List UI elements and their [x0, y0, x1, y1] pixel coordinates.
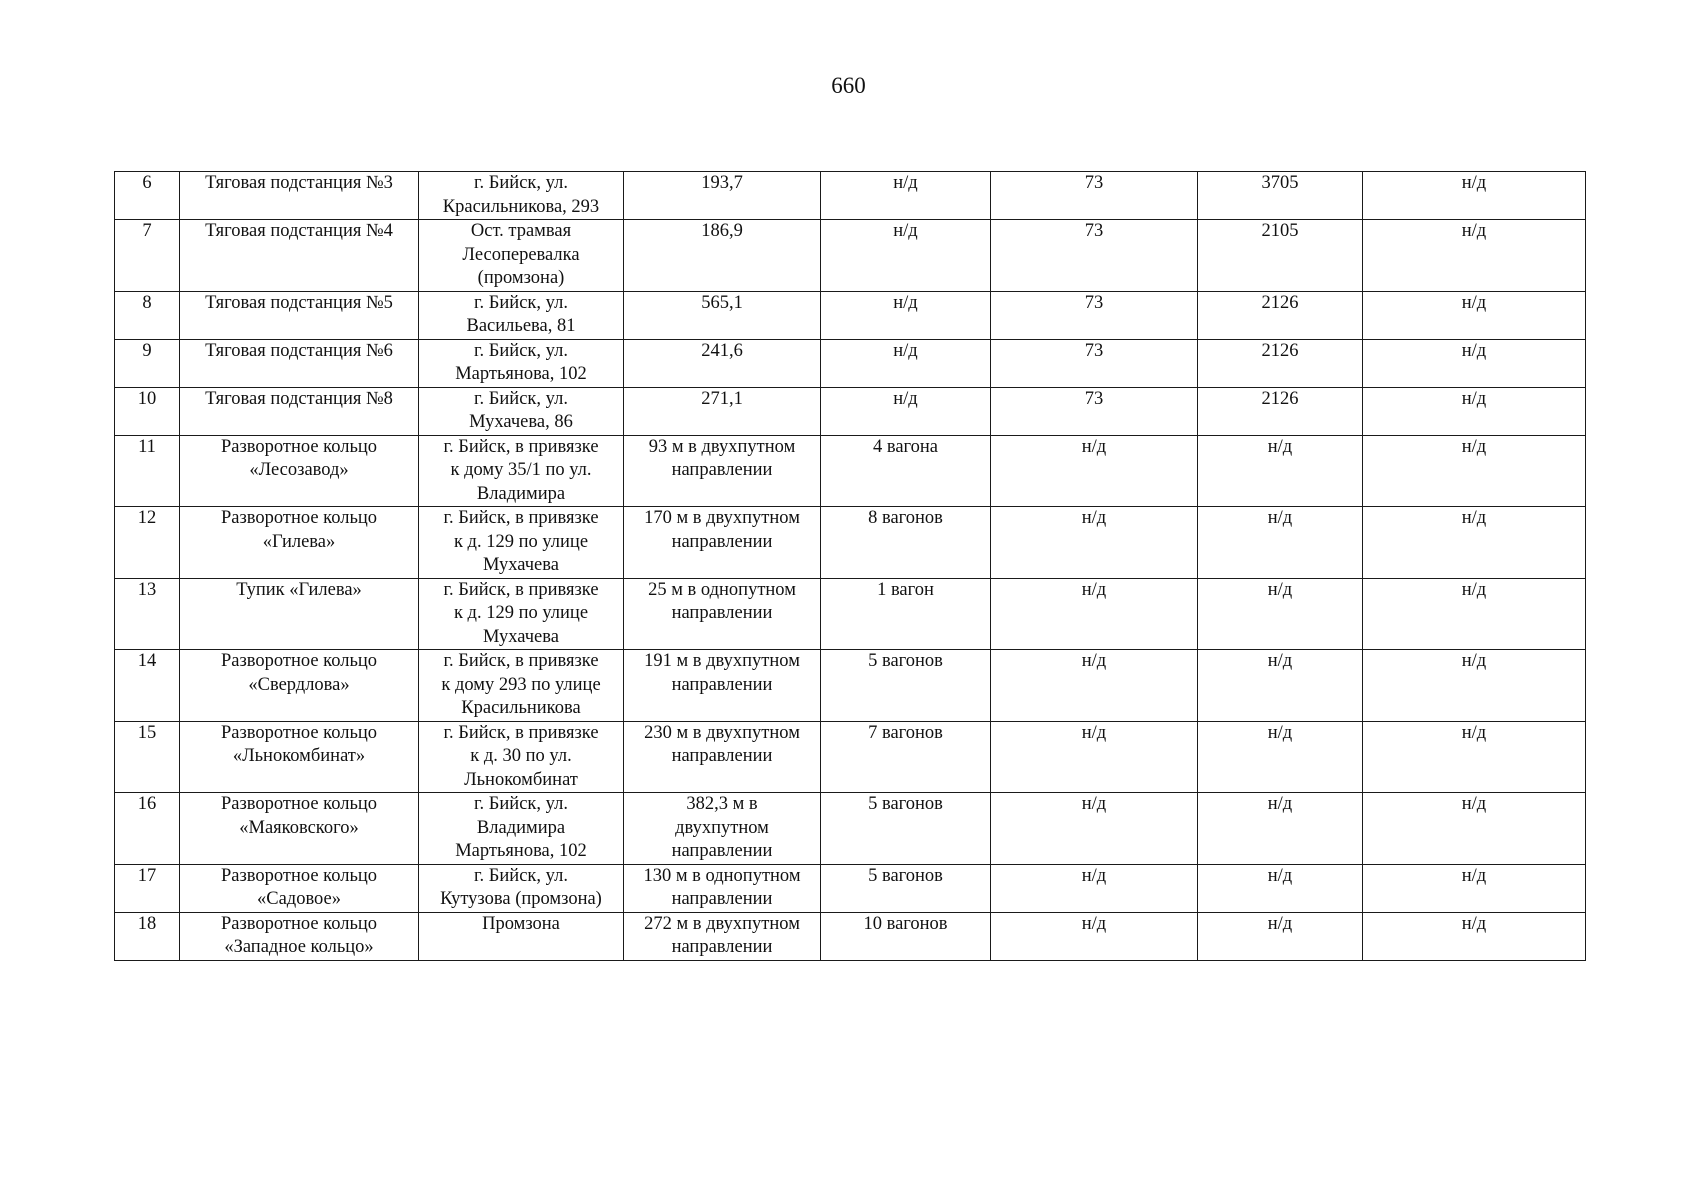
table-row: [115, 578, 1586, 650]
table-cell-row-number: 16: [115, 793, 180, 865]
table-cell-object-name: Тяговая подстанция №4: [180, 220, 419, 292]
table-cell-object-param-b: 2126: [1198, 339, 1363, 387]
table-cell-object-size: 93 м в двухпутном направлении: [624, 435, 821, 507]
table-cell-object-name: Разворотное кольцо «Садовое»: [180, 864, 419, 912]
table-cell-object-address: г. Бийск, ул. Мухачева, 86: [419, 387, 624, 435]
table-cell-object-name: Тяговая подстанция №8: [180, 387, 419, 435]
table-row: [115, 435, 1586, 507]
table-cell-object-capacity: н/д: [821, 220, 991, 292]
table-cell-object-address: г. Бийск, в привязке к д. 30 по ул. Льнокомбинат: [419, 721, 624, 793]
table-cell-object-address: г. Бийск, ул. Мартьянова, 102: [419, 339, 624, 387]
table-cell-object-size: 230 м в двухпутном направлении: [624, 721, 821, 793]
table-cell-object-param-c: н/д: [1363, 912, 1586, 960]
table-cell-object-capacity: 4 вагона: [821, 435, 991, 507]
table-cell-object-param-a: н/д: [991, 650, 1198, 722]
table-cell-object-name: Разворотное кольцо «Лесозавод»: [180, 435, 419, 507]
table-cell-object-address: г. Бийск, ул. Кутузова (промзона): [419, 864, 624, 912]
table-cell-object-capacity: н/д: [821, 387, 991, 435]
table-cell-object-size: 191 м в двухпутном направлении: [624, 650, 821, 722]
table-cell-object-size: 271,1: [624, 387, 821, 435]
table-cell-object-size: 186,9: [624, 220, 821, 292]
table-cell-object-param-b: н/д: [1198, 721, 1363, 793]
table-row: [115, 912, 1586, 960]
table-cell-object-param-c: н/д: [1363, 864, 1586, 912]
table-cell-object-param-a: 73: [991, 291, 1198, 339]
table-cell-object-address: г. Бийск, в привязке к дому 35/1 по ул. Владимира: [419, 435, 624, 507]
table-cell-object-capacity: 8 вагонов: [821, 507, 991, 579]
table-cell-row-number: 9: [115, 339, 180, 387]
table-cell-object-param-c: н/д: [1363, 435, 1586, 507]
table-cell-object-param-c: н/д: [1363, 721, 1586, 793]
table-cell-object-size: 193,7: [624, 172, 821, 220]
table-cell-row-number: 7: [115, 220, 180, 292]
table-cell-object-param-c: н/д: [1363, 650, 1586, 722]
table-cell-object-param-b: н/д: [1198, 435, 1363, 507]
table-body: [115, 172, 1586, 961]
table-row: [115, 387, 1586, 435]
table-cell-object-name: Тяговая подстанция №6: [180, 339, 419, 387]
table-cell-object-address: г. Бийск, в привязке к д. 129 по улице Мухачева: [419, 578, 624, 650]
table-row: [115, 220, 1586, 292]
table-cell-object-param-b: 2105: [1198, 220, 1363, 292]
table-cell-object-param-a: н/д: [991, 435, 1198, 507]
table-cell-object-param-a: н/д: [991, 793, 1198, 865]
table-cell-object-param-a: н/д: [991, 578, 1198, 650]
table-cell-object-address: Промзона: [419, 912, 624, 960]
table-cell-row-number: 15: [115, 721, 180, 793]
table-cell-object-name: Тупик «Гилева»: [180, 578, 419, 650]
table-cell-object-name: Тяговая подстанция №5: [180, 291, 419, 339]
table-row: [115, 793, 1586, 865]
table-cell-object-param-a: 73: [991, 339, 1198, 387]
table-row: [115, 721, 1586, 793]
table-cell-object-name: Разворотное кольцо «Гилева»: [180, 507, 419, 579]
table-cell-object-capacity: н/д: [821, 172, 991, 220]
table-cell-object-address: г. Бийск, в привязке к дому 293 по улице Красильникова: [419, 650, 624, 722]
table-cell-object-size: 382,3 м в двухпутном направлении: [624, 793, 821, 865]
table-row: [115, 172, 1586, 220]
table-cell-object-name: Тяговая подстанция №3: [180, 172, 419, 220]
table-cell-object-address: г. Бийск, в привязке к д. 129 по улице Мухачева: [419, 507, 624, 579]
table-cell-object-capacity: 5 вагонов: [821, 864, 991, 912]
table-cell-object-param-c: н/д: [1363, 220, 1586, 292]
table-cell-object-size: 241,6: [624, 339, 821, 387]
table-cell-object-capacity: 5 вагонов: [821, 650, 991, 722]
table-cell-row-number: 14: [115, 650, 180, 722]
table-cell-object-address: г. Бийск, ул. Красильникова, 293: [419, 172, 624, 220]
table-cell-object-size: 565,1: [624, 291, 821, 339]
table-cell-object-param-b: н/д: [1198, 578, 1363, 650]
table-cell-object-capacity: н/д: [821, 339, 991, 387]
table-cell-object-capacity: 1 вагон: [821, 578, 991, 650]
table-cell-object-param-a: н/д: [991, 912, 1198, 960]
table-cell-row-number: 12: [115, 507, 180, 579]
page-number: 660: [831, 73, 866, 98]
table-cell-object-param-b: 3705: [1198, 172, 1363, 220]
table-cell-object-address: г. Бийск, ул. Владимира Мартьянова, 102: [419, 793, 624, 865]
table-cell-row-number: 8: [115, 291, 180, 339]
table-cell-object-name: Разворотное кольцо «Льнокомбинат»: [180, 721, 419, 793]
table-cell-object-capacity: 5 вагонов: [821, 793, 991, 865]
table-row: [115, 339, 1586, 387]
table-cell-row-number: 11: [115, 435, 180, 507]
table-cell-object-size: 25 м в однопутном направлении: [624, 578, 821, 650]
table-cell-object-param-b: 2126: [1198, 291, 1363, 339]
table-cell-object-capacity: 10 вагонов: [821, 912, 991, 960]
table-row: [115, 507, 1586, 579]
table-row: [115, 650, 1586, 722]
table-cell-object-param-c: н/д: [1363, 793, 1586, 865]
table-cell-object-param-c: н/д: [1363, 172, 1586, 220]
table-cell-object-param-c: н/д: [1363, 291, 1586, 339]
table-cell-row-number: 17: [115, 864, 180, 912]
table-cell-object-param-c: н/д: [1363, 339, 1586, 387]
table-row: [115, 864, 1586, 912]
table-cell-object-param-a: н/д: [991, 721, 1198, 793]
table-cell-object-capacity: 7 вагонов: [821, 721, 991, 793]
table-cell-row-number: 18: [115, 912, 180, 960]
table-cell-row-number: 13: [115, 578, 180, 650]
table-cell-object-size: 130 м в однопутном направлении: [624, 864, 821, 912]
table-cell-object-capacity: н/д: [821, 291, 991, 339]
table-row: [115, 291, 1586, 339]
table-cell-object-size: 272 м в двухпутном направлении: [624, 912, 821, 960]
table-cell-object-param-b: н/д: [1198, 912, 1363, 960]
table-cell-object-param-a: н/д: [991, 864, 1198, 912]
table-cell-row-number: 6: [115, 172, 180, 220]
table-cell-object-param-a: 73: [991, 220, 1198, 292]
table-cell-object-param-c: н/д: [1363, 578, 1586, 650]
objects-table: [114, 171, 1586, 961]
table-cell-object-param-b: н/д: [1198, 507, 1363, 579]
table-cell-object-param-a: 73: [991, 387, 1198, 435]
table-cell-object-size: 170 м в двухпутном направлении: [624, 507, 821, 579]
table-cell-object-param-b: н/д: [1198, 650, 1363, 722]
table-cell-object-name: Разворотное кольцо «Свердлова»: [180, 650, 419, 722]
table-cell-object-param-c: н/д: [1363, 387, 1586, 435]
table-cell-object-param-a: н/д: [991, 507, 1198, 579]
table-cell-object-name: Разворотное кольцо «Западное кольцо»: [180, 912, 419, 960]
table-cell-object-param-b: н/д: [1198, 793, 1363, 865]
table-cell-object-param-b: н/д: [1198, 864, 1363, 912]
table-cell-object-address: г. Бийск, ул. Васильева, 81: [419, 291, 624, 339]
table-cell-object-address: Ост. трамвая Лесоперевалка (промзона): [419, 220, 624, 292]
table-cell-object-param-b: 2126: [1198, 387, 1363, 435]
table-cell-row-number: 10: [115, 387, 180, 435]
table-cell-object-param-c: н/д: [1363, 507, 1586, 579]
table-cell-object-param-a: 73: [991, 172, 1198, 220]
table-cell-object-name: Разворотное кольцо «Маяковского»: [180, 793, 419, 865]
